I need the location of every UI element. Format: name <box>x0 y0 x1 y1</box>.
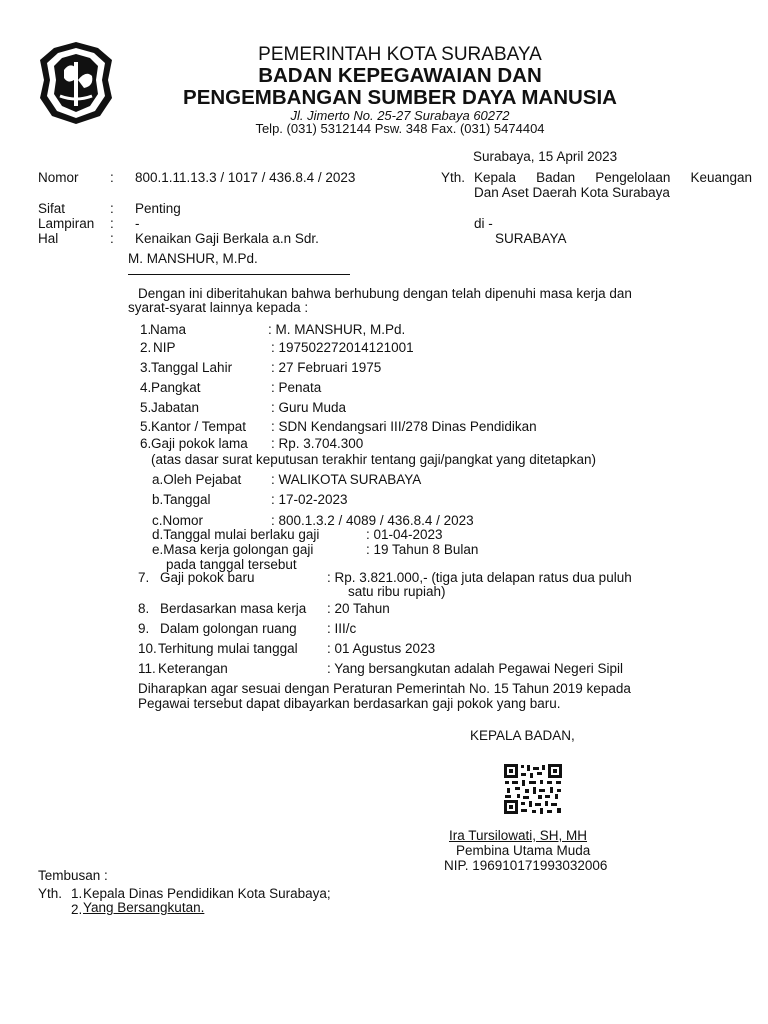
recipient-yth: Yth. <box>441 170 466 185</box>
sub-value: : 17-02-2023 <box>271 492 348 507</box>
recipient-di: di - <box>474 216 493 231</box>
item-label: Kantor / Tempat <box>151 419 247 434</box>
item-value: : 27 Februari 1975 <box>271 360 382 375</box>
sub-label: a.Oleh Pejabat <box>152 472 242 487</box>
item-label: NIP <box>153 340 176 355</box>
tembusan-num: 1. <box>71 886 83 901</box>
signature-title: KEPALA BADAN, <box>470 728 575 743</box>
item-value: : Guru Muda <box>271 400 347 415</box>
nomor-label: Nomor <box>38 170 79 185</box>
intro-line1: Dengan ini diberitahukan bahwa berhubung dengan telah dipenuhi masa kerja dan <box>138 286 632 301</box>
header-line2: BADAN KEPEGAWAIAN DAN <box>258 64 542 87</box>
item-num: 8. <box>138 601 150 616</box>
nomor-colon: : <box>110 170 114 185</box>
item-value-cont: satu ribu rupiah) <box>348 584 446 599</box>
header-line1: PEMERINTAH KOTA SURABAYA <box>258 44 542 65</box>
recipient-line1: Kepala Badan Pengelolaan Keuangan <box>474 170 752 185</box>
sifat-value: Penting <box>135 201 181 216</box>
item-num: 1. <box>140 322 152 337</box>
item-num: 6. <box>140 436 152 451</box>
hal-label: Hal <box>38 231 59 246</box>
item-label: Nama <box>150 322 187 337</box>
item-num: 2. <box>140 340 152 355</box>
closing-line2: Pegawai tersebut dapat dibayarkan berdasarkan gaji pokok yang baru. <box>138 696 561 711</box>
hal-colon: : <box>110 231 114 246</box>
item-num: 5. <box>140 419 152 434</box>
hal-underline <box>128 274 350 275</box>
sub-e-value: : 19 Tahun 8 Bulan <box>366 542 479 557</box>
sifat-label: Sifat <box>38 201 66 216</box>
closing-line1: Diharapkan agar sesuai dengan Peraturan Pemerintah No. 15 Tahun 2019 kepada <box>138 681 631 696</box>
lampiran-value: - <box>135 216 140 231</box>
header-line3: PENGEMBANGAN SUMBER DAYA MANUSIA <box>183 86 617 109</box>
sub-value: : WALIKOTA SURABAYA <box>271 472 422 487</box>
sub-d-value: : 01-04-2023 <box>366 527 443 542</box>
item-label: Gaji pokok baru <box>160 570 255 585</box>
header-phone: Telp. (031) 5312144 Psw. 348 Fax. (031) 5474404 <box>255 121 545 136</box>
item-label: Tanggal Lahir <box>151 360 233 375</box>
item-label: Berdasarkan masa kerja <box>160 601 307 616</box>
tembusan-num: 2. <box>71 902 83 917</box>
item-num: 4. <box>140 380 152 395</box>
item-num: 3. <box>140 360 152 375</box>
lampiran-colon: : <box>110 216 114 231</box>
item-value: : Rp. 3.821.000,- (tiga juta delapan ratus dua puluh <box>327 570 632 585</box>
header-address: Jl. Jimerto No. 25-27 Surabaya 60272 <box>290 108 510 123</box>
tembusan-label: Tembusan : <box>38 868 108 883</box>
intro-line2: syarat-syarat lainnya kepada : <box>128 300 309 315</box>
sub-label: c.Nomor <box>152 513 204 528</box>
item-value: : M. MANSHUR, M.Pd. <box>268 322 406 337</box>
recipient-line2: Dan Aset Daerah Kota Surabaya <box>474 185 670 200</box>
item-value: : Penata <box>271 380 322 395</box>
nomor-value: 800.1.11.13.3 / 1017 / 436.8.4 / 2023 <box>135 170 356 185</box>
item-num: 9. <box>138 621 150 636</box>
item-label: Dalam golongan ruang <box>160 621 297 636</box>
sub-value: : 800.1.3.2 / 4089 / 436.8.4 / 2023 <box>271 513 474 528</box>
lampiran-label: Lampiran <box>38 216 95 231</box>
item-num: 7. <box>138 570 150 585</box>
hal-value: Kenaikan Gaji Berkala a.n Sdr. <box>135 231 319 246</box>
signatory-name: Ira Tursilowati, SH, MH <box>449 828 588 843</box>
sifat-colon: : <box>110 201 114 216</box>
qr-code-icon <box>503 763 563 815</box>
item-num: 11. <box>138 661 156 676</box>
signatory-rank: Pembina Utama Muda <box>456 843 591 858</box>
sub-e-cont: pada tanggal tersebut <box>166 557 297 572</box>
tembusan-yth: Yth. <box>38 886 63 901</box>
recipient-city: SURABAYA <box>495 231 567 246</box>
sub-d-label: d.Tanggal mulai berlaku gaji <box>152 527 320 542</box>
item-value: : Yang bersangkutan adalah Pegawai Negeri Sipil <box>327 661 623 676</box>
item-label: Jabatan <box>151 400 200 415</box>
item-value: : 197502272014121001 <box>271 340 414 355</box>
hal-value-name: M. MANSHUR, M.Pd. <box>128 251 258 266</box>
atas-dasar-note: (atas dasar surat keputusan terakhir tentang gaji/pangkat yang ditetapkan) <box>151 452 597 467</box>
item-label: Keterangan <box>158 661 228 676</box>
item-label: Terhitung mulai tanggal <box>158 641 298 656</box>
item-num: 5. <box>140 400 152 415</box>
item-value: : III/c <box>327 621 357 636</box>
tembusan-item: Yang Bersangkutan. <box>83 900 205 915</box>
item-value: : 20 Tahun <box>327 601 390 616</box>
sub-e-label: e.Masa kerja golongan gaji <box>152 542 314 557</box>
item-label: Gaji pokok lama <box>151 436 248 451</box>
item-value: : SDN Kendangsari III/278 Dinas Pendidikan <box>271 419 537 434</box>
item-value: : 01 Agustus 2023 <box>327 641 436 656</box>
sub-label: b.Tanggal <box>152 492 211 507</box>
item-label: Pangkat <box>151 380 201 395</box>
signatory-nip: NIP. 196910171993032006 <box>444 858 608 873</box>
item-value: : Rp. 3.704.300 <box>271 436 364 451</box>
tembusan-item: Kepala Dinas Pendidikan Kota Surabaya; <box>83 886 331 901</box>
item-num: 10. <box>138 641 157 656</box>
letter-date: Surabaya, 15 April 2023 <box>473 149 618 164</box>
